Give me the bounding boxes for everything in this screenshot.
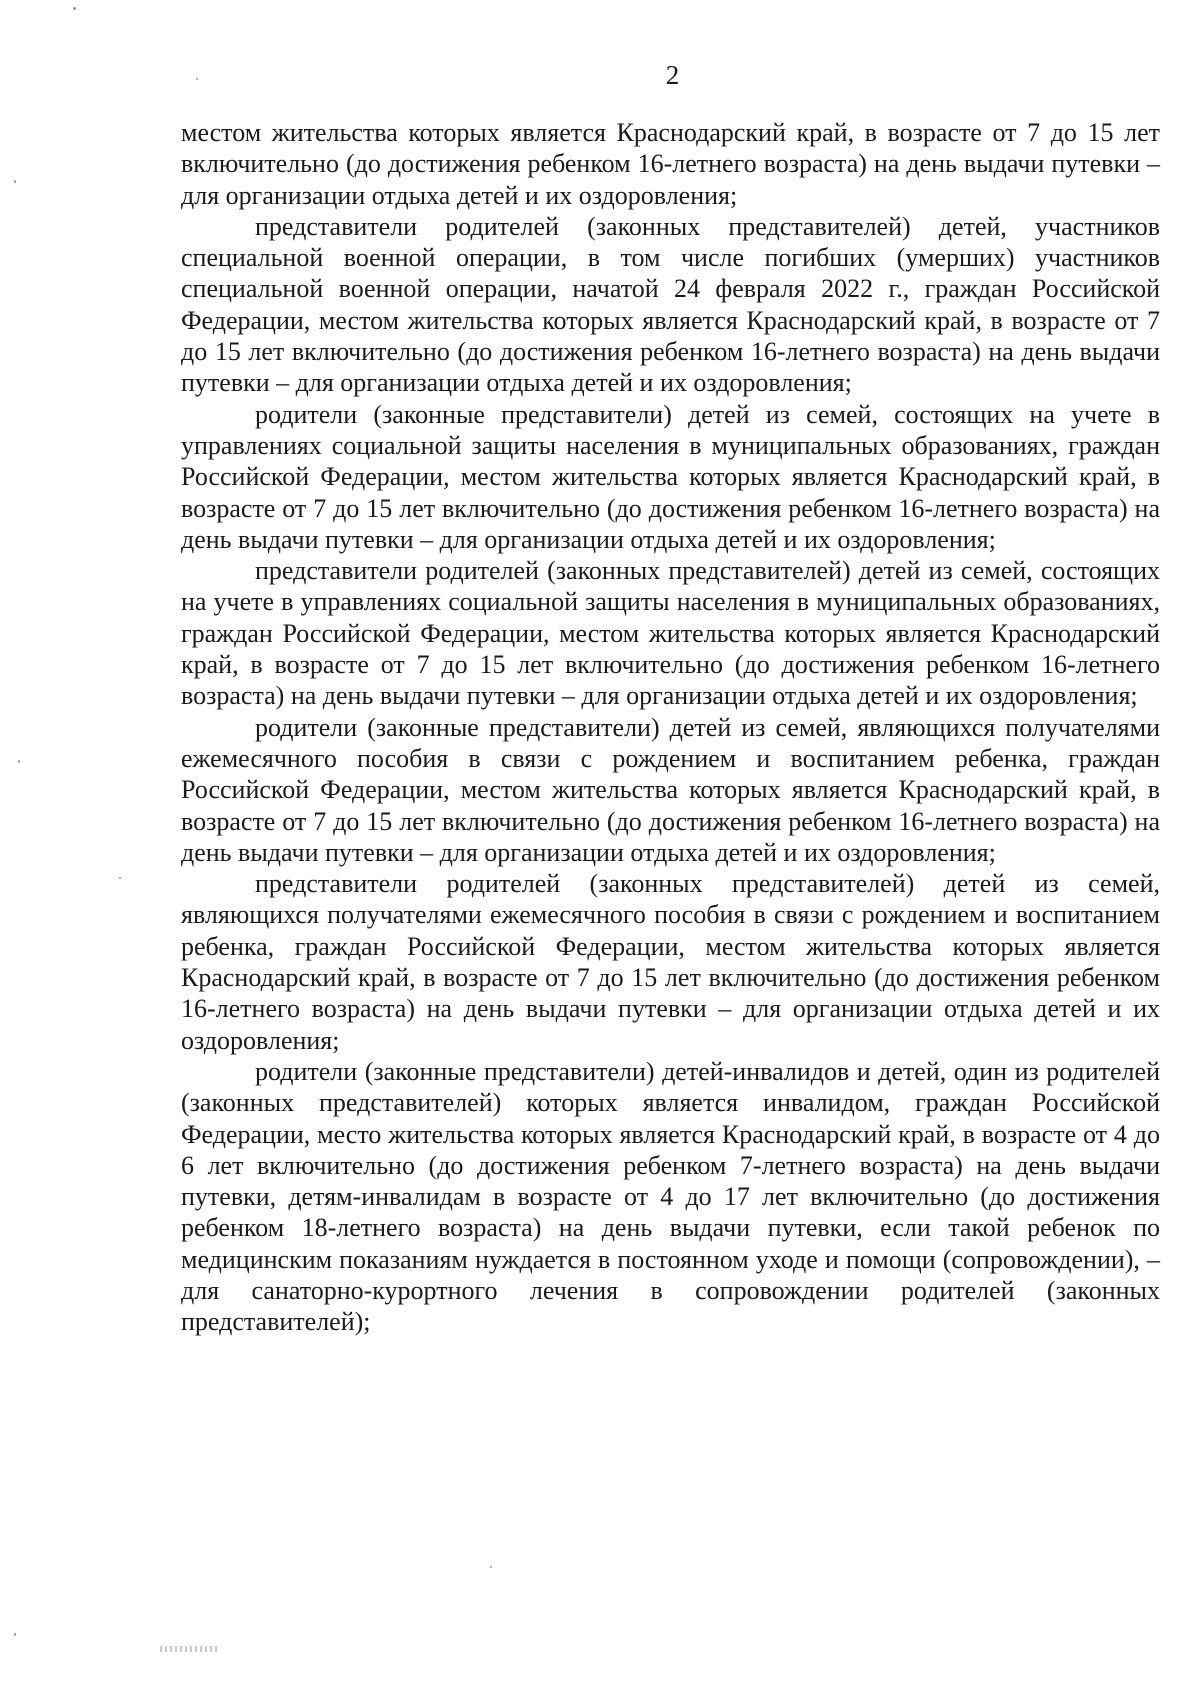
- scan-artifact: [160, 1646, 218, 1652]
- paragraph-svo-representatives: представители родителей (законных представителей) детей, участников специальной военной операции, в том числе погибших (умерших) участников специальной военной операции, начатой 24 февраля 2022 г., граждан Российской Федерации, местом жительства которых является Краснодарский край, в возрасте от 7 до 15 лет включительно (до достижения ребенком 16-летнего возраста) на день выдачи путевки – для организации отдыха детей и их оздоровления;: [181, 211, 1160, 398]
- paragraph-allowance-representatives: представители родителей (законных представителей) детей из семей, являющихся получателями ежемесячного пособия в связи с рождением и воспитанием ребенка, граждан Российской Федерации, местом жительства которых является Краснодарский край, в возрасте от 7 до 15 лет включительно (до достижения ребенком 16-летнего возраста) на день выдачи путевки – для организации отдыха детей и их оздоровления;: [181, 869, 1160, 1055]
- scan-speck: [196, 78, 198, 80]
- paragraph-disabled-children: родители (законные представители) детей-инвалидов и детей, один из родителей (законных представителей) которых является инвалидом, граждан Российской Федерации, место жительства которых является Краснодарский край, в возрасте от 4 до 6 лет включительно (до достижения ребенком 7-летнего возраста) на день выдачи путевки, детям-инвалидам в возрасте от 4 до 17 лет включительно (до достижения ребенком 18-летнего возраста) на день выдачи путевки, если такой ребенок по медицинским показаниям нуждается в постоянном уходе и помощи (сопровождении), – для санаторно-курортного лечения в сопровождении родителей (законных представителей);: [181, 1056, 1160, 1337]
- paragraph-social-protection-representatives: представители родителей (законных представителей) детей из семей, состоящих на учете в управлениях социальной защиты населения в муниципальных образованиях, граждан Российской Федерации, местом жительства которых является Краснодарский край, в возрасте от 7 до 15 лет включительно (до достижения ребенком 16-летнего возраста) на день выдачи путевки – для организации отдыха детей и их оздоровления;: [181, 556, 1160, 711]
- paragraph-social-protection-parents: родители (законные представители) детей из семей, состоящих на учете в управлениях социальной защиты населения в муниципальных образованиях, граждан Российской Федерации, местом жительства которых является Краснодарский край, в возрасте от 7 до 15 лет включительно (до достижения ребенком 16-летнего возраста) на день выдачи путевки – для организации отдыха детей и их оздоровления;: [181, 399, 1160, 554]
- scan-speck: [18, 760, 20, 763]
- document-body: [181, 117, 1160, 1338]
- paragraph-continuation: местом жительства которых является Краснодарский край, в возрасте от 7 до 15 лет включительно (до достижения ребенком 16-летнего возраста) на день выдачи путевки – для организации отдыха детей и их оздоровления;: [181, 118, 1160, 210]
- page-number: 2: [665, 60, 680, 90]
- scan-speck: [490, 1566, 492, 1568]
- scan-speck: [14, 180, 16, 183]
- scan-speck: [119, 877, 121, 879]
- paragraph-allowance-parents: родители (законные представители) детей из семей, являющихся получателями ежемесячного пособия в связи с рождением и воспитанием ребенка, граждан Российской Федерации, местом жительства которых является Краснодарский край, в возрасте от 7 до 15 лет включительно (до достижения ребенком 16-летнего возраста) на день выдачи путевки – для организации отдыха детей и их оздоровления;: [181, 712, 1160, 867]
- scan-speck: [14, 1633, 16, 1636]
- scan-speck: [73, 7, 76, 10]
